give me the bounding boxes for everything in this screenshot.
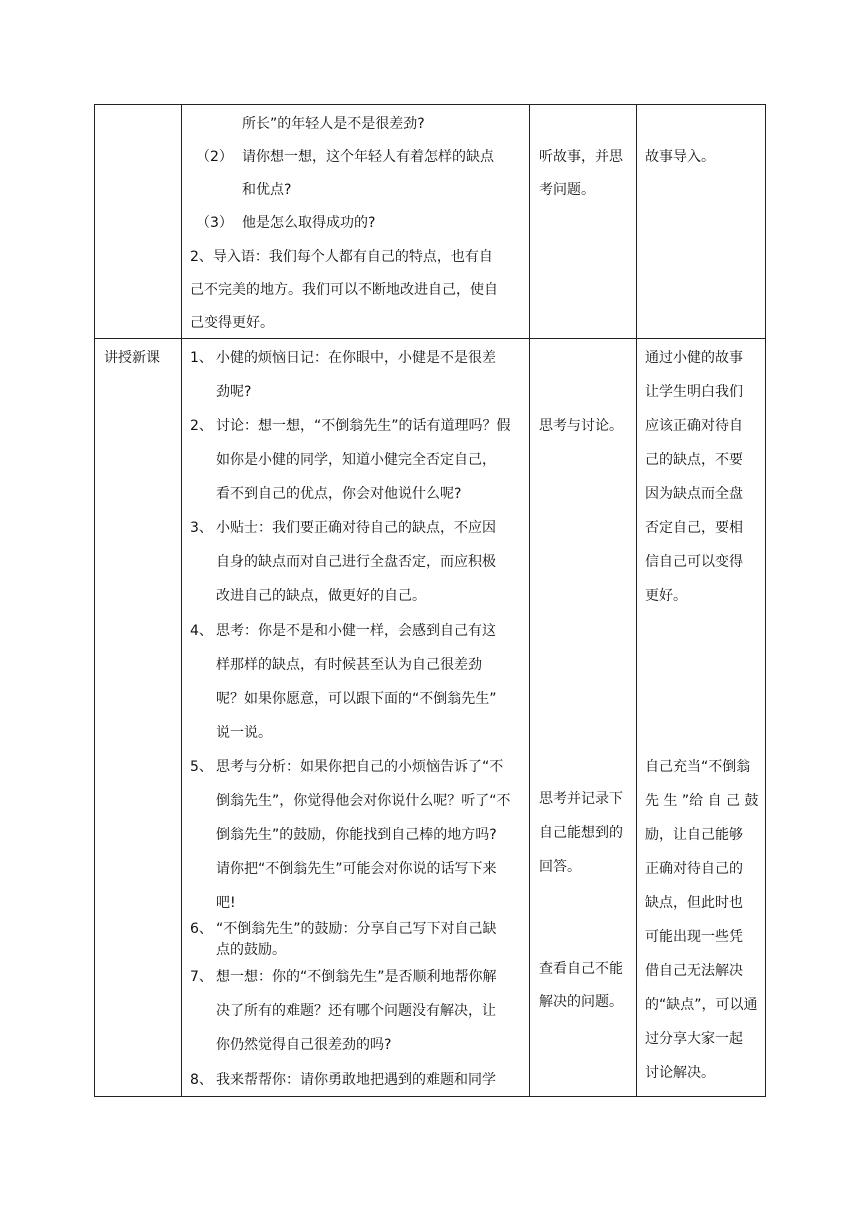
item-number: 6、 [190,921,213,937]
column-divider-3 [636,104,637,1097]
intent-text: 可能出现一些凭 [645,929,743,945]
teacher-text: 和优点? [242,182,292,198]
teacher-text: 你仍然觉得自己很差劲的吗? [216,1037,392,1053]
intent-text: 自己充当“不倒翁 [645,759,751,775]
student-text: 回答。 [539,859,581,875]
table-border-top [94,104,766,105]
teacher-text: 请你想一想，这个年轻人有着怎样的缺点 [242,149,494,165]
teacher-text: 吧! [216,895,236,911]
teacher-text: 呢？如果你愿意，可以跟下面的“不倒翁先生” [216,691,497,707]
teacher-text: 己不完美的地方。我们可以不断地改进自己，使自 [190,282,498,298]
teacher-text: 小健的烦恼日记：在你眼中，小健是不是很差 [216,350,496,366]
intent-text: 励，让自己能够 [645,827,743,843]
item-number: 7、 [190,969,213,985]
item-number: 8、 [190,1072,213,1088]
item-number: 3、 [190,520,213,536]
intent-text: 通过小健的故事 [645,350,743,366]
intent-text: 信自己可以变得 [645,554,743,570]
teacher-text: 说一说。 [216,725,272,741]
teacher-text: （3） [196,215,233,231]
stage-label: 讲授新课 [104,350,160,366]
teacher-text: 思考：你是不是和小健一样，会感到自己有这 [216,623,496,639]
teacher-text: 我来帮帮你：请你勇敢地把遇到的难题和同学 [216,1072,496,1088]
teacher-text: 讨论：想一想，“不倒翁先生”的话有道理吗？假 [216,418,511,434]
teacher-text: 2、导入语：我们每个人都有自己的特点，也有自 [190,249,493,265]
table-border-right [765,104,766,1097]
teacher-text: 己变得更好。 [190,315,274,331]
intent-text: 借自己无法解决 [645,963,743,979]
table-border-left [94,104,95,1097]
row-divider [94,338,766,339]
teacher-text: 样那样的缺点，有时候甚至认为自己很差劲 [216,657,482,673]
student-text: 思考与讨论。 [539,418,623,434]
teacher-text: “不倒翁先生”的鼓励：分享自己写下对自己缺 [216,921,497,937]
student-text: 听故事，并思 [539,149,623,165]
teacher-text: 看不到自己的优点，你会对他说什么呢? [216,486,462,502]
intent-text: 过分享大家一起 [645,1031,743,1047]
column-divider-1 [181,104,182,1097]
intent-text: 己的缺点，不要 [645,452,743,468]
teacher-text: 如你是小健的同学，知道小健完全否定自己， [216,452,496,468]
teacher-text: 点的鼓励。 [216,942,286,958]
teacher-text: 决了所有的难题？还有哪个问题没有解决，让 [216,1003,496,1019]
intent-text: 应该正确对待自 [645,418,743,434]
item-number: 5、 [190,759,213,775]
column-divider-2 [529,104,530,1097]
student-text: 考问题。 [539,182,595,198]
intent-text: 故事导入。 [645,149,715,165]
intent-text: 缺点，但此时也 [645,895,743,911]
lesson-plan-table [94,104,766,1097]
intent-text: 否定自己，要相 [645,520,743,536]
intent-text: 让学生明白我们 [645,384,743,400]
teacher-text: 倒翁先生”的鼓励，你能找到自己棒的地方吗? [216,827,497,843]
intent-text: 先 生 ”给 自 己 鼓 [645,793,759,809]
student-text: 思考并记录下 [539,791,623,807]
student-text: 解决的问题。 [539,994,623,1010]
table-border-bottom [94,1096,766,1097]
student-text: 自己能想到的 [539,825,623,841]
teacher-text: （2） [196,149,233,165]
teacher-text: 改进自己的缺点，做更好的自己。 [216,588,426,604]
teacher-text: 小贴士：我们要正确对待自己的缺点，不应因 [216,520,496,536]
teacher-text: 请你把“不倒翁先生”可能会对你说的话写下来 [216,861,497,877]
teacher-text: 劲呢? [216,384,252,400]
teacher-text: 自身的缺点而对自己进行全盘否定，而应积极 [216,554,496,570]
teacher-text: 倒翁先生”，你觉得他会对你说什么呢？听了“不 [216,793,511,809]
intent-text: 因为缺点而全盘 [645,486,743,502]
item-number: 4、 [190,623,213,639]
intent-text: 更好。 [645,588,687,604]
teacher-text: 所长”的年轻人是不是很差劲? [242,116,425,132]
teacher-text: 想一想：你的“不倒翁先生”是否顺利地帮你解 [216,969,497,985]
teacher-text: 思考与分析：如果你把自己的小烦恼告诉了“不 [216,759,504,775]
intent-text: 的“缺点”，可以通 [645,997,758,1013]
item-number: 1、 [190,350,213,366]
intent-text: 讨论解决。 [645,1065,715,1081]
teacher-text: 他是怎么取得成功的? [242,215,376,231]
item-number: 2、 [190,418,213,434]
intent-text: 正确对待自己的 [645,861,743,877]
student-text: 查看自己不能 [539,961,623,977]
